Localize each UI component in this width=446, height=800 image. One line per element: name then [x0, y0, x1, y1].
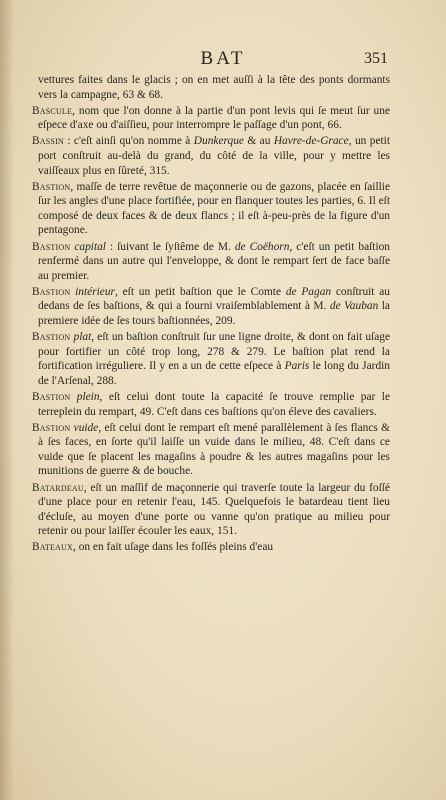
entry-qualifier: plein [70, 390, 100, 403]
entry-headword: Bastion [32, 180, 71, 193]
entry-headword: Batardeau [32, 481, 84, 494]
entry-headword: Bastion [32, 285, 71, 298]
entry-text: & au [243, 135, 274, 148]
dictionary-entry [32, 240, 390, 284]
entry-text: , eſt un maſſif de maçonnerie qui traverſe toute la largeur du foſſé d'une place pour en retenir l'eau, 145. Quelquefois le batardeau tient lieu d'écluſe, au moyen d'une porte ou vanne qu'on pratique au milieu pour retenir ou pour laiſſer écouler les eaux, 151. [38, 481, 390, 538]
entry-headword: Bassin [32, 135, 64, 148]
entry-text: , c'eſt un petit baſtion renfermé dans un autre qui l'enveloppe, & dont le rempart ſert de face baſſe au premier. [38, 240, 391, 282]
entry-headword: Bastion [32, 421, 71, 434]
entry-text: la premiere idée de ſes tours baſtionnées, 209. [38, 300, 390, 327]
dictionary-entry [32, 540, 390, 555]
entry-headword: Bastion [32, 390, 71, 403]
entry-headword: Bateaux [32, 541, 73, 554]
entry-headword: Bastion [32, 240, 71, 253]
entry-place-name: Paris [284, 360, 310, 373]
entry-text: vettures faites dans le glacis ; on en met auſſi à la tête des ponts dormants vers la campagne, 63 & 68. [38, 74, 390, 101]
entry-place-name: Havre-de-Grace [273, 135, 349, 148]
entry-text: : ſuivant le ſyſtême de M. [105, 240, 235, 253]
dictionary-entry [32, 180, 390, 238]
entry-text: , eſt celui dont toute la capacité ſe trouve remplie par le terreplein du rempart, 49. C'eſt dans ces baſtions qu'on éleve des cavaliers. [38, 390, 390, 418]
gutter-shadow [0, 0, 14, 800]
entry-person-name: de Coëhorn [234, 240, 290, 253]
dictionary-entry [32, 390, 390, 419]
entry-headword: Bascule [32, 104, 73, 117]
entry-place-name: Dunkerque [193, 135, 244, 148]
page-header [0, 48, 446, 70]
entry-qualifier: vuide [70, 421, 99, 434]
entry-qualifier: plat [70, 331, 92, 344]
entry-text: , eſt un baſtion conſtruit ſur une ligne droite, & dont on fait uſage pour fortifier un côté trop long, 278 & 279. Le baſtion plat rend la fortification irréguliere. Il y en a un de cette eſpece à [38, 331, 390, 373]
entry-qualifier: capital [70, 240, 106, 253]
entry-text: , eſt celui dont le rempart eſt mené parallèlement à ſes flancs & à ſes faces, en ſorte qu'il laiſſe un vuide dans le milieu, 48. C'eſt dans ce vuide que ſe placent les magaſins à poudre & les autres magaſins pour les munitions de guerre & de bouche. [38, 421, 390, 478]
entry-qualifier: intérieur [70, 285, 115, 298]
entry-text: , maſſe de terre revêtue de maçonnerie ou de gazons, placée en ſaillie ſur les angles d'une place fortifiée, pour en flanquer toutes les parties, 6. Il eſt composé de deux faces & de deux flancs ; il eſt à-peu-près de la figure d'un pentagone. [38, 180, 390, 237]
entry-text: , nom que l'on donne à la partie d'un pont levis qui ſe meut ſur une eſpece d'axe ou d'aiſſieu, pour interrompre le paſſage d'un pont, 66. [38, 104, 390, 132]
dictionary-entry [32, 330, 390, 388]
dictionary-entry [32, 481, 390, 539]
dictionary-entry [32, 104, 390, 133]
page-number: 351 [364, 50, 388, 67]
running-head: BAT [200, 48, 246, 69]
entry-text: , eſt un petit baſtion que le Comte [115, 285, 286, 298]
entry-text: : c'eſt ainſi qu'on nomme à [63, 135, 194, 148]
entry-text: , on en fait uſage dans les foſſés pleins d'eau [73, 541, 274, 554]
entry-person-name: de Pagan [285, 285, 332, 298]
entry-text: conſtruit au dedans de ſes baſtions, & qui a fourni vraiſemblablement à M. [38, 285, 391, 313]
dictionary-entry [32, 73, 390, 102]
dictionary-body [32, 73, 390, 557]
entry-headword: Bastion [32, 331, 71, 344]
entry-text: le long du Jardin de l'Arſenal, 288. [38, 360, 390, 387]
entry-text: , un petit port conſtruit au-delà du grand, du côté de la ville, pour y mettre les vaiſſeaux plus en ſûreté, 315. [38, 135, 390, 177]
dictionary-entry [32, 421, 390, 479]
dictionary-entry [32, 285, 390, 329]
entry-person-name: de Vauban [329, 300, 379, 313]
dictionary-entry [32, 134, 390, 178]
